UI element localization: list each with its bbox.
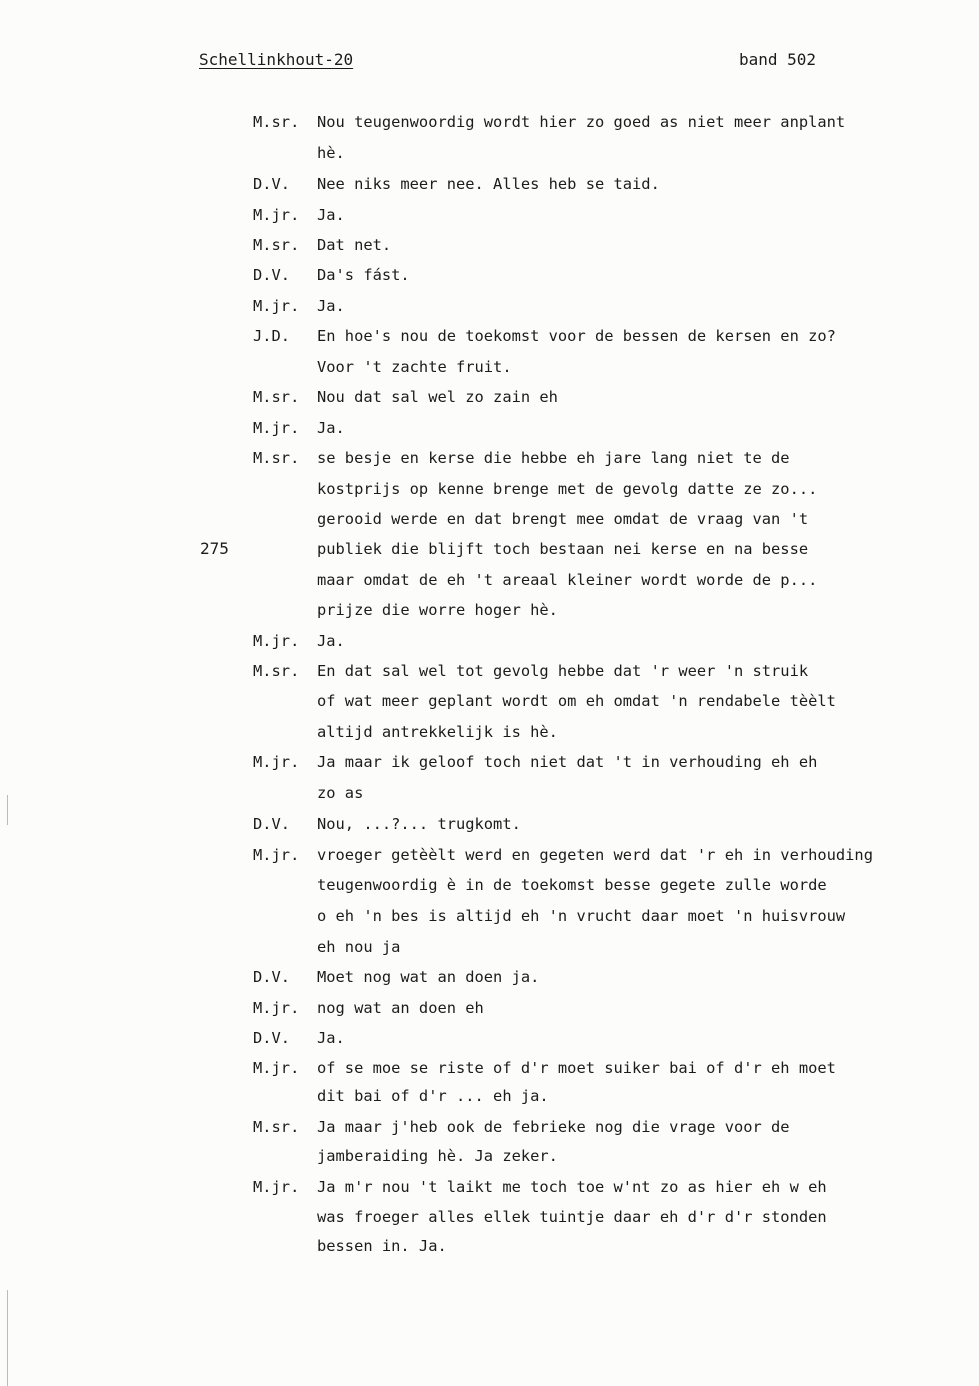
utterance-line: Ja maar ik geloof toch niet dat 't in verhouding eh eh xyxy=(317,753,818,771)
utterance-line: of wat meer geplant wordt om eh omdat 'n rendabele tèèlt xyxy=(317,692,836,710)
margin-number: 275 xyxy=(200,539,229,558)
speaker-label: J.D. xyxy=(253,327,291,345)
utterance-line: nog wat an doen eh xyxy=(317,999,484,1017)
utterance-line: Ja. xyxy=(317,206,345,224)
speaker-label: M.jr. xyxy=(253,1178,300,1196)
utterance-line: bessen in. Ja. xyxy=(317,1237,447,1255)
scan-edge-mark xyxy=(7,795,8,825)
utterance-line: Nou, ...?... trugkomt. xyxy=(317,815,521,833)
speaker-label: M.sr. xyxy=(253,1118,300,1136)
utterance-line: kostprijs op kenne brenge met de gevolg datte ze zo... xyxy=(317,480,818,498)
utterance-line: Moet nog wat an doen ja. xyxy=(317,968,540,986)
utterance-line: publiek die blijft toch bestaan nei kerse en na besse xyxy=(317,540,809,558)
utterance-line: Da's fást. xyxy=(317,266,410,284)
utterance-line: gerooid werde en dat brengt mee omdat de vraag van 't xyxy=(317,510,809,528)
utterance-line: Nou dat sal wel zo zain eh xyxy=(317,388,558,406)
utterance-line: Voor 't zachte fruit. xyxy=(317,358,512,376)
utterance-line: Ja. xyxy=(317,419,345,437)
speaker-label: M.jr. xyxy=(253,846,300,864)
utterance-line: Ja maar j'heb ook de febrieke nog die vrage voor de xyxy=(317,1118,790,1136)
speaker-label: M.sr. xyxy=(253,236,300,254)
speaker-label: D.V. xyxy=(253,968,291,986)
utterance-line: zo as xyxy=(317,784,364,802)
utterance-line: hè. xyxy=(317,144,345,162)
speaker-label: M.sr. xyxy=(253,449,300,467)
utterance-line: jamberaiding hè. Ja zeker. xyxy=(317,1147,558,1165)
header-title: Schellinkhout-20 xyxy=(199,50,354,69)
utterance-line: altijd antrekkelijk is hè. xyxy=(317,723,558,741)
utterance-line: teugenwoordig è in de toekomst besse gegete zulle worde xyxy=(317,876,827,894)
speaker-label: M.sr. xyxy=(253,388,300,406)
speaker-label: D.V. xyxy=(253,266,291,284)
speaker-label: M.jr. xyxy=(253,419,300,437)
speaker-label: D.V. xyxy=(253,1029,291,1047)
utterance-line: eh nou ja xyxy=(317,938,401,956)
utterance-line: Ja m'r nou 't laikt me toch toe w'nt zo as hier eh w eh xyxy=(317,1178,827,1196)
speaker-label: M.jr. xyxy=(253,753,300,771)
speaker-label: M.sr. xyxy=(253,113,300,131)
utterance-line: maar omdat de eh 't areaal kleiner wordt worde de p... xyxy=(317,571,818,589)
utterance-line: En dat sal wel tot gevolg hebbe dat 'r weer 'n struik xyxy=(317,662,809,680)
speaker-label: M.jr. xyxy=(253,206,300,224)
utterance-line: Nou teugenwoordig wordt hier zo goed as niet meer anplant xyxy=(317,113,846,131)
utterance-line: Ja. xyxy=(317,632,345,650)
utterance-line: dit bai of d'r ... eh ja. xyxy=(317,1087,549,1105)
utterance-line: was froeger alles ellek tuintje daar eh d'r d'r stonden xyxy=(317,1208,827,1226)
scan-edge-mark xyxy=(7,1290,8,1386)
utterance-line: o eh 'n bes is altijd eh 'n vrucht daar moet 'n huisvrouw xyxy=(317,907,846,925)
utterance-line: prijze die worre hoger hè. xyxy=(317,601,558,619)
speaker-label: D.V. xyxy=(253,815,291,833)
utterance-line: En hoe's nou de toekomst voor de bessen de kersen en zo? xyxy=(317,327,836,345)
utterance-line: Dat net. xyxy=(317,236,392,254)
speaker-label: M.jr. xyxy=(253,1059,300,1077)
speaker-label: D.V. xyxy=(253,175,291,193)
utterance-line: Ja. xyxy=(317,297,345,315)
header-tape-number: band 502 xyxy=(739,50,817,69)
utterance-line: Nee niks meer nee. Alles heb se taid. xyxy=(317,175,660,193)
utterance-line: vroeger getèèlt werd en gegeten werd dat 'r eh in verhouding xyxy=(317,846,873,864)
speaker-label: M.jr. xyxy=(253,297,300,315)
utterance-line: of se moe se riste of d'r moet suiker bai of d'r eh moet xyxy=(317,1059,836,1077)
utterance-line: Ja. xyxy=(317,1029,345,1047)
speaker-label: M.sr. xyxy=(253,662,300,680)
speaker-label: M.jr. xyxy=(253,999,300,1017)
speaker-label: M.jr. xyxy=(253,632,300,650)
utterance-line: se besje en kerse die hebbe eh jare lang niet te de xyxy=(317,449,790,467)
